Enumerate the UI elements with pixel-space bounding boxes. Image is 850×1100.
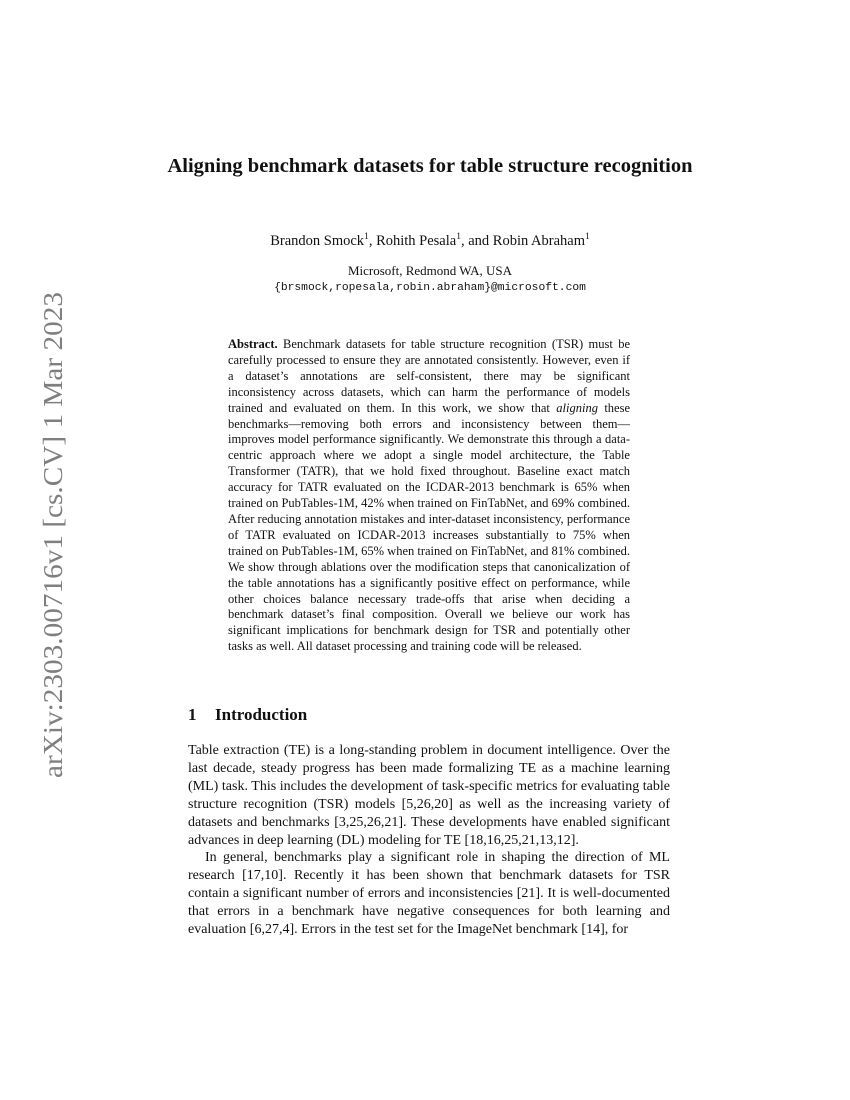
abstract-text: Benchmark datasets for table structure recognition (TSR) must be carefully processed to ensure they are annotated consistently. However, even if a dataset’s annotations are self-consistent, there may be significant inconsistency across datasets, which can harm the performance of models trained and evaluated on them. In this work, we show that (228, 337, 631, 415)
abstract-emphasis: aligning (556, 400, 598, 415)
author-name: Brandon Smock (270, 232, 365, 249)
author-affiliation-mark: 1 (585, 232, 590, 242)
author-affiliation: Microsoft, Redmond WA, USA (347, 263, 513, 278)
arxiv-identifier-text: arXiv:2303.00716v1 [cs.CV] 1 Mar 2023 (38, 329, 68, 778)
author-name: Rohith Pesala (376, 232, 457, 249)
author-separator: , and (460, 232, 493, 249)
body-paragraph: In general, benchmarks play a significant role in shaping the direction of ML research [17,10]. Recently it has been shown that benchmark datasets for TSR contain a significant number of errors and inconsistencies [21]. It is well-documented that errors in a benchmark have negative consequences for both learning and evaluation [6,27,4]. Errors in the test set for the ImageNet benchmark [14], for (188, 850, 670, 938)
section-number: 1 (188, 705, 197, 724)
abstract-text-continued: these benchmarks—removing both errors and inconsistency between them—improves model performance significantly. We demonstrate this through a data-centric approach where we adopt a single model architecture, the Table Transformer (TATR), that we hold fixed throughout. Baseline exact match accuracy for TATR evaluated on the ICDAR-2013 benchmark is 65% when trained on PubTables-1M, 42% when trained on FinTabNet, and 69% combined. After reducing annotation mistakes and inter-dataset inconsistency, performance of TATR evaluated on ICDAR-2013 increases substantially to 75% when trained on PubTables-1M, 65% when trained on FinTabNet, and 81% combined. We show through ablations over the modification steps that canonicalization of the table annotations has a significantly positive effect on performance, while other choices balance necessary trade-offs that arise when deciding a benchmark dataset’s final composition. Overall we believe our work has significant implications for benchmark design for TSR and potentially other tasks as well. All dataset processing and training code will be released. (228, 400, 631, 654)
arxiv-identifier-stamp (15, 290, 70, 780)
author-emails: {brsmock,ropesala,robin.abraham}@microsoft.com (274, 282, 586, 294)
author-affiliation-mark: 1 (364, 232, 369, 242)
paper-title: Aligning benchmark datasets for table structure recognition (167, 155, 693, 177)
section-heading (188, 705, 668, 725)
introduction-body (188, 742, 670, 939)
abstract (228, 337, 630, 655)
section-title: Introduction (215, 705, 308, 724)
author-affiliation-mark: 1 (456, 232, 461, 242)
abstract-label: Abstract. (228, 337, 278, 351)
author-name: Robin Abraham (492, 232, 586, 249)
author-list (150, 232, 710, 250)
body-paragraph: Table extraction (TE) is a long-standing problem in document intelligence. Over the last decade, steady progress has been made formalizing TE as a machine learning (ML) task. This includes the development of task-specific metrics for evaluating table structure recognition (TSR) models [5,26,20] as well as the increasing variety of datasets and benchmarks [3,25,26,21]. These developments have enabled significant advances in deep learning (DL) modeling for TE [18,16,25,21,13,12]. (188, 743, 670, 848)
author-separator: , (368, 232, 377, 249)
